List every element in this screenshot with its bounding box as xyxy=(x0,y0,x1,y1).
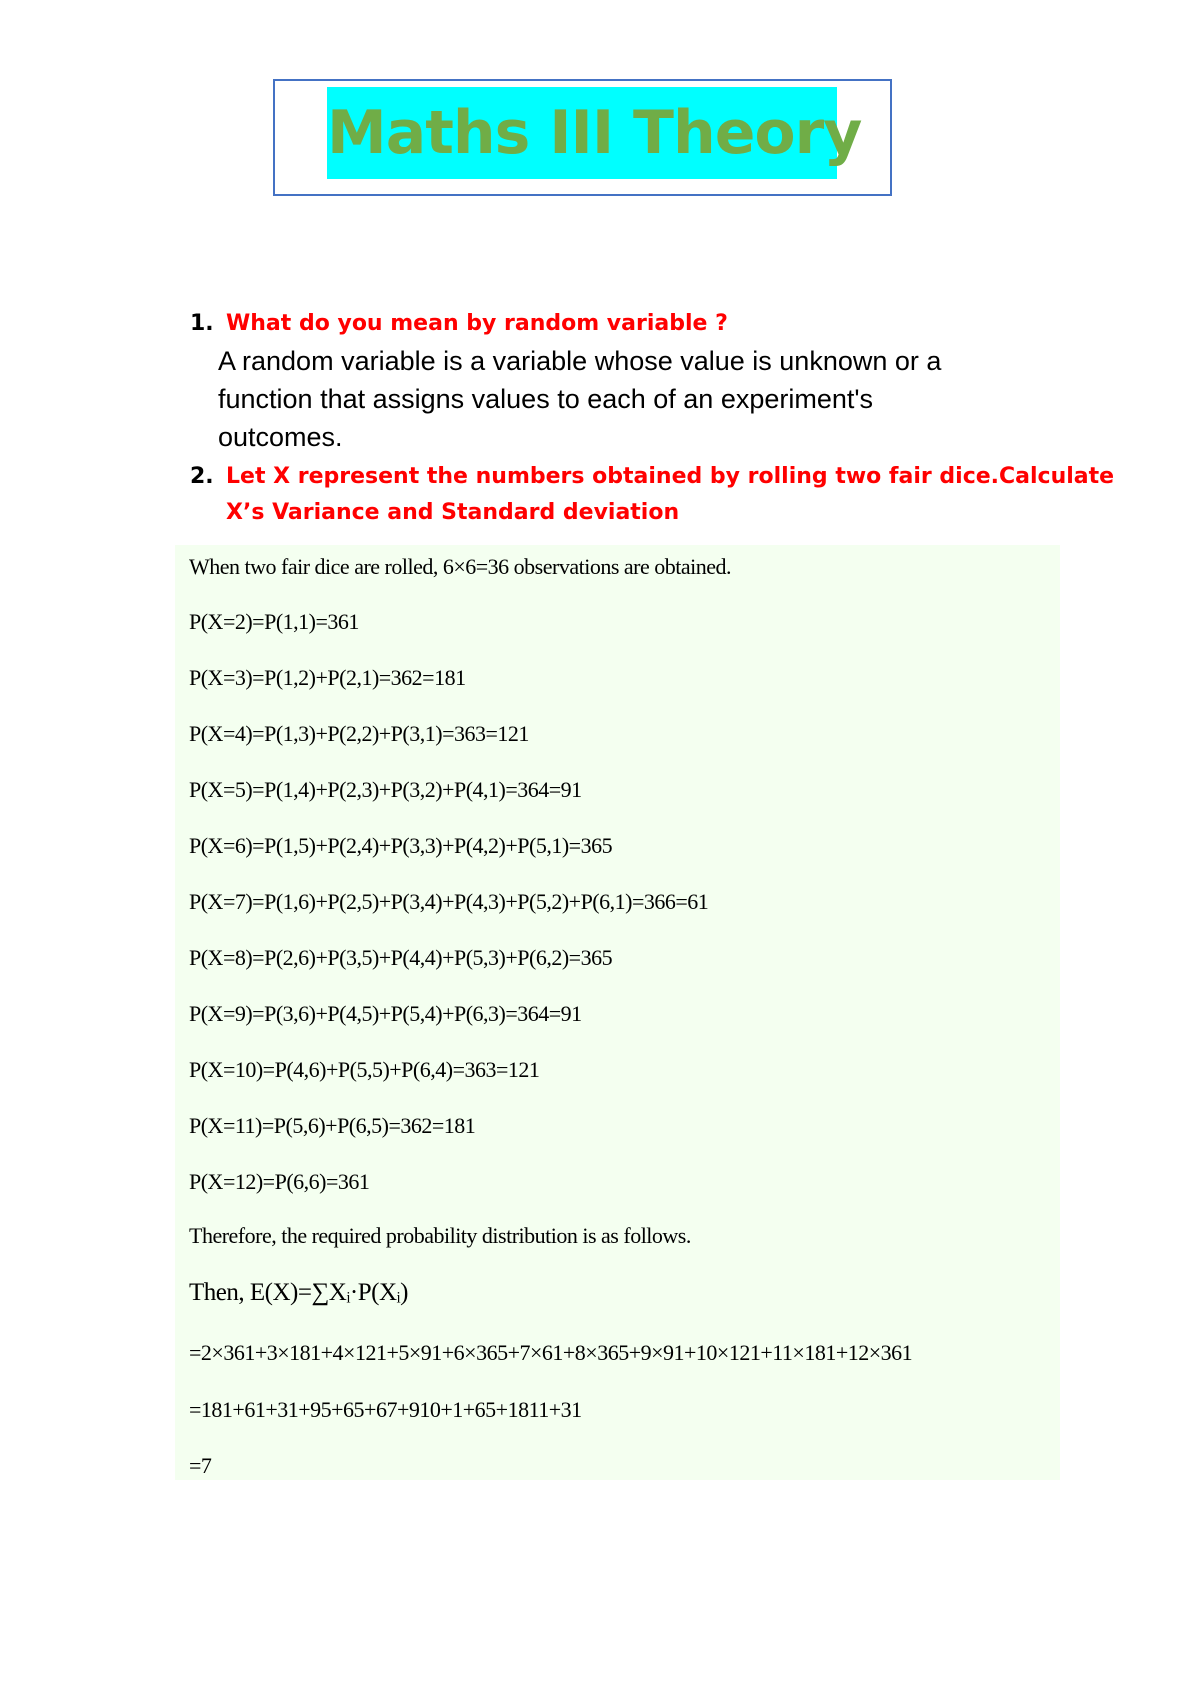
solution-line: P(X=6)=P(1,5)+P(2,4)+P(3,3)+P(4,2)+P(5,1)=365 xyxy=(189,833,613,858)
answer-line: outcomes. xyxy=(218,422,343,452)
solution-line: P(X=9)=P(3,6)+P(4,5)+P(5,4)+P(6,3)=364=91 xyxy=(189,1001,582,1026)
question-1-number: 1. xyxy=(190,311,214,336)
solution-line: P(X=7)=P(1,6)+P(2,5)+P(3,4)+P(4,3)+P(5,2)+P(6,1)=366=61 xyxy=(189,889,709,914)
solution-line: Therefore, the required probability distribution is as follows. xyxy=(189,1223,691,1248)
answer-line: A random variable is a variable whose value is unknown or a xyxy=(218,346,942,376)
title-box xyxy=(273,79,892,196)
solution-panel xyxy=(175,545,1060,1480)
question-1-text: What do you mean by random variable ? xyxy=(226,311,728,336)
solution-line: P(X=4)=P(1,3)+P(2,2)+P(3,1)=363=121 xyxy=(189,721,529,746)
answer-line: function that assigns values to each of an experiment's xyxy=(218,384,874,414)
solution-line: P(X=12)=P(6,6)=361 xyxy=(189,1169,370,1194)
document-title: Maths III Theory xyxy=(327,87,837,179)
solution-line: Then, E(X)=∑Xᵢ·P(Xᵢ) xyxy=(189,1279,408,1306)
solution-line: =7 xyxy=(189,1453,212,1478)
solution-line: P(X=3)=P(1,2)+P(2,1)=362=181 xyxy=(189,665,466,690)
solution-line: P(X=8)=P(2,6)+P(3,5)+P(4,4)+P(5,3)+P(6,2)=365 xyxy=(189,945,613,970)
solution-line: P(X=11)=P(5,6)+P(6,5)=362=181 xyxy=(189,1113,476,1138)
solution-line: When two fair dice are rolled, 6×6=36 observations are obtained. xyxy=(189,554,731,579)
solution-line: P(X=2)=P(1,1)=361 xyxy=(189,609,359,634)
question-1-answer xyxy=(218,342,1068,456)
question-2-text-line-2: X’s Variance and Standard deviation xyxy=(226,500,680,525)
solution-line: =181+61+31+95+65+67+910+1+65+1811+31 xyxy=(189,1397,582,1422)
solution-line: =2×361+3×181+4×121+5×91+6×365+7×61+8×365+9×91+10×121+11×181+12×361 xyxy=(189,1340,913,1365)
question-2-text-line-1: Let X represent the numbers obtained by rolling two fair dice.Calculate xyxy=(226,464,1115,489)
question-2-number: 2. xyxy=(190,464,214,489)
solution-line: P(X=5)=P(1,4)+P(2,3)+P(3,2)+P(4,1)=364=91 xyxy=(189,777,582,802)
solution-line: P(X=10)=P(4,6)+P(5,5)+P(6,4)=363=121 xyxy=(189,1057,540,1082)
